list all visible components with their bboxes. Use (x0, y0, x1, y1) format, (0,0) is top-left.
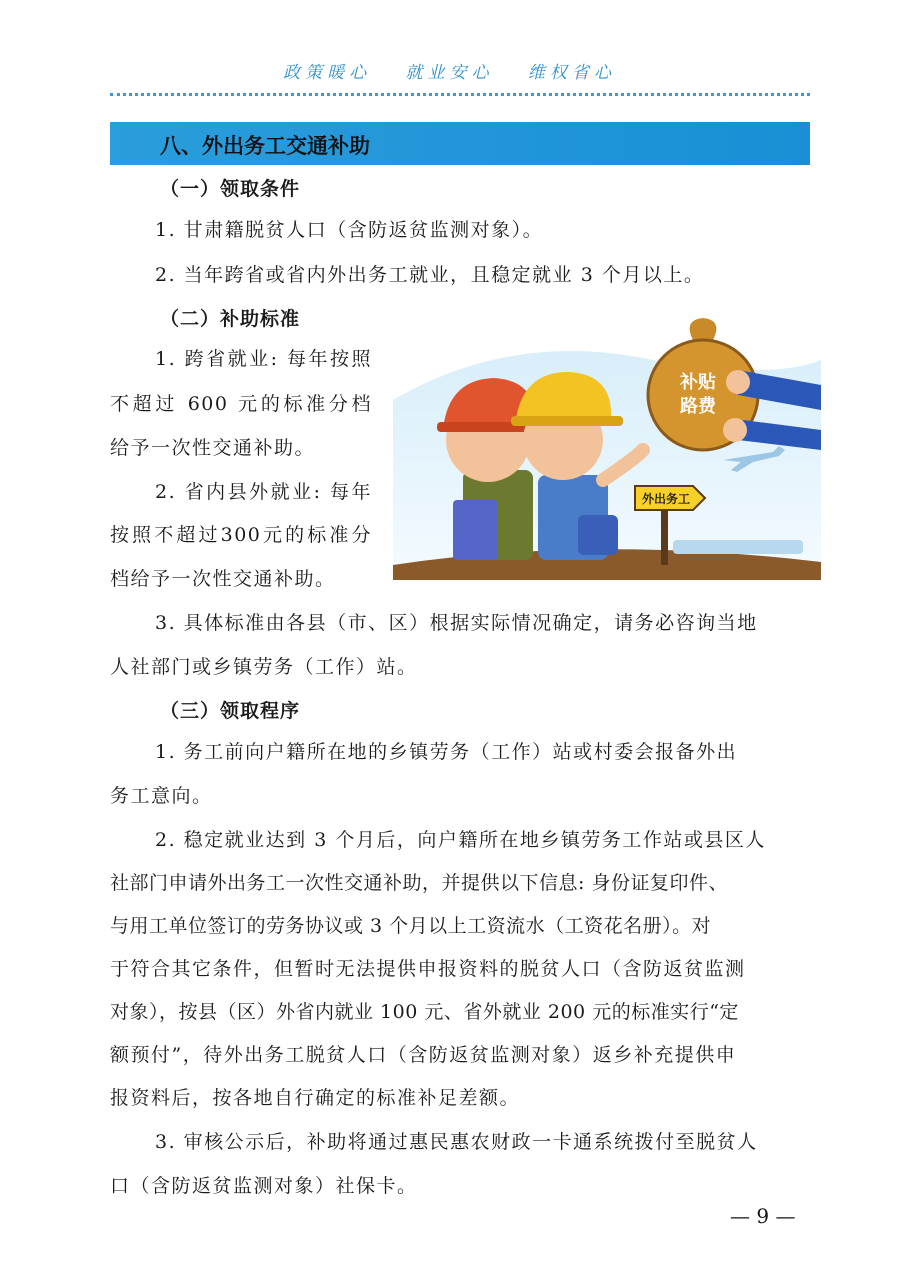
paragraph: 2. 当年跨省或省内外出务工就业，且稳定就业 3 个月以上。 (155, 264, 705, 286)
paragraph: 1. 甘肃籍脱贫人口（含防返贫监测对象）。 (155, 219, 544, 241)
paragraph-line: 给予一次性交通补助。 (110, 437, 316, 459)
paragraph-line: 报资料后，按各地自行确定的标准补足差额。 (110, 1087, 521, 1109)
header-item: 就业安心 (405, 63, 494, 83)
bag-label-2: 路费 (680, 396, 716, 417)
paragraph-line: 人社部门或乡镇劳务（工作）站。 (110, 656, 418, 678)
paragraph-line: 2. 稳定就业达到 3 个月后，向户籍所在地乡镇劳务工作站或县区人 (155, 829, 766, 851)
header-item: 维权省心 (527, 63, 616, 83)
section-title: 八、外出务工交通补助 (160, 134, 370, 158)
paragraph-line: 3. 审核公示后，补助将通过惠民惠农财政一卡通系统拨付至脱贫人 (155, 1131, 758, 1153)
paragraph-line: 1. 跨省就业: 每年按照 (155, 348, 372, 370)
sign-label: 外出务工 (642, 492, 691, 506)
paragraph-line: 档给予一次性交通补助。 (110, 568, 336, 590)
section-title-bar (110, 122, 810, 165)
paragraph-line: 1. 务工前向户籍所在地的乡镇劳务（工作）站或村委会报备外出 (155, 741, 738, 763)
bag-label-1: 补贴 (680, 372, 716, 393)
paragraph-line: 与用工单位签订的劳务协议或 3 个月以上工资流水（工资花名册）。对 (110, 915, 712, 937)
subheading-procedure: （三）领取程序 (160, 700, 301, 722)
page-number: — 9 — (730, 1204, 796, 1228)
paragraph-line: 2. 省内县外就业: 每年 (155, 481, 372, 503)
train-icon (673, 540, 803, 554)
paragraph-line: 务工意向。 (110, 785, 213, 807)
paragraph-line: 按照不超过300元的标准分 (110, 524, 372, 546)
illustration-workers (393, 300, 821, 580)
paragraph-line: 对象），按县（区）外省内就业 100 元、省外就业 200 元的标准实行“定 (110, 1001, 739, 1023)
paragraph-line: 社部门申请外出务工一次性交通补助，并提供以下信息: 身份证复印件、 (110, 872, 728, 894)
paragraph-line: 口（含防返贫监测对象）社保卡。 (110, 1175, 418, 1197)
paragraph-line: 3. 具体标准由各县（市、区）根据实际情况确定，请务必咨询当地 (155, 612, 758, 634)
paragraph-line: 额预付”，待外出务工脱贫人口（含防返贫监测对象）返乡补充提供申 (110, 1044, 737, 1066)
running-header (0, 58, 899, 83)
paragraph-line: 于符合其它条件，但暂时无法提供申报资料的脱贫人口（含防返贫监测 (110, 958, 746, 980)
subheading-standards: （二）补助标准 (160, 308, 301, 330)
subheading-conditions: （一）领取条件 (160, 178, 301, 200)
paragraph-line: 不超过 600 元的标准分档 (110, 393, 372, 415)
header-divider (110, 93, 810, 96)
header-item: 政策暖心 (283, 63, 372, 83)
